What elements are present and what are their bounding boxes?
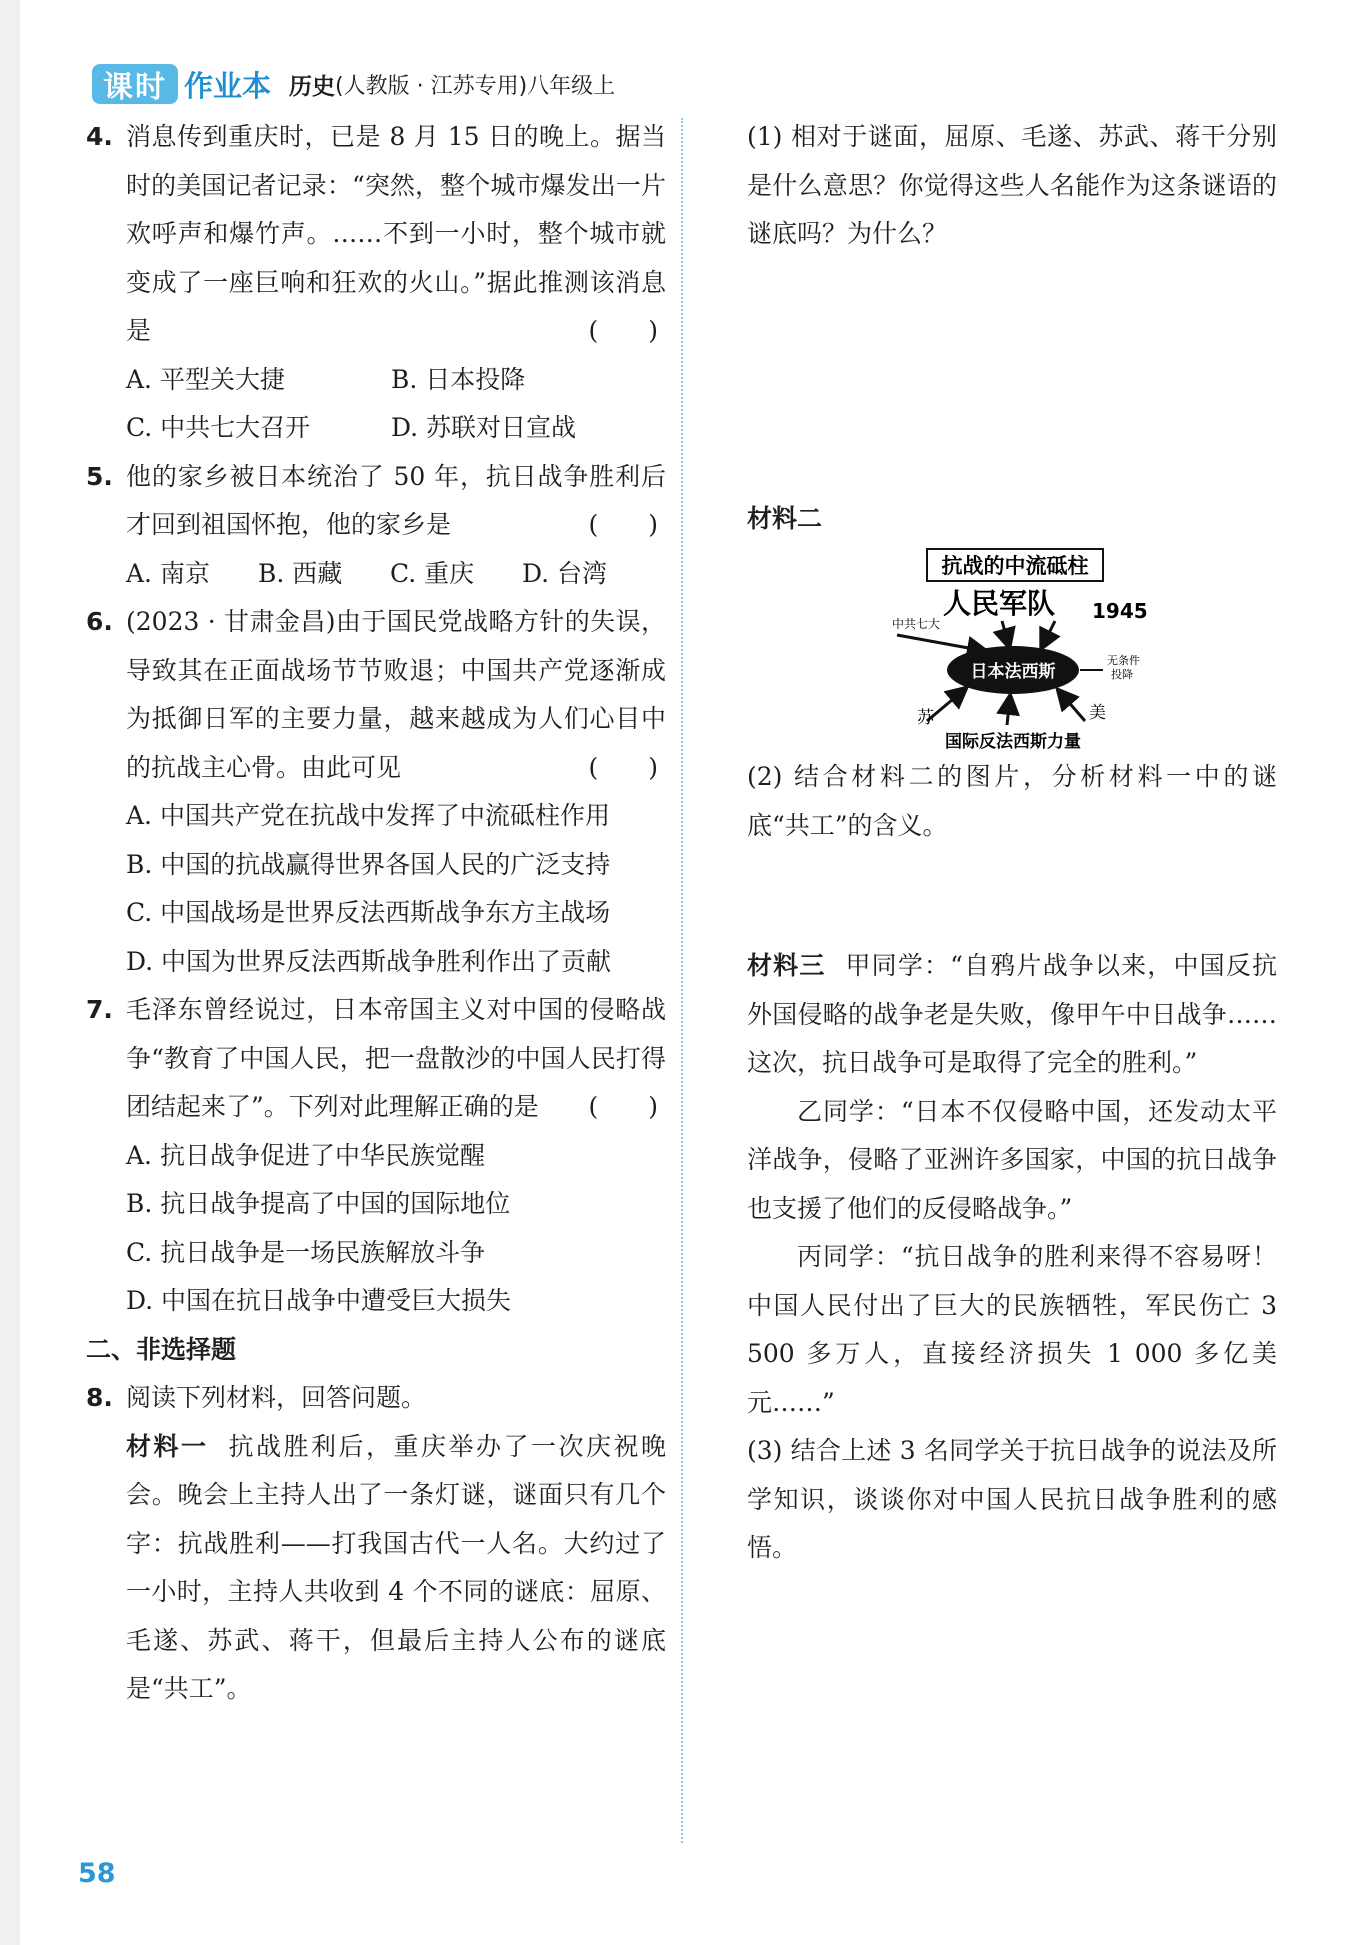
answer-paren: ( ): [588, 1092, 658, 1121]
question-7: [86, 986, 666, 1132]
arrow-1945: [1042, 621, 1055, 647]
option-a[interactable]: A. 平型关大捷: [126, 364, 285, 394]
section-heading: 二、非选择题: [86, 1334, 237, 1364]
question-number: 8.: [86, 1383, 113, 1412]
header-edition: (人教版 · 江苏专用)八年级上: [335, 73, 616, 99]
question-stem: (2023 · 甘肃金昌)由于国民党战略方针的失误，导致其在正面战场节节败退；中国共产党逐渐成为抵御日军的主要力量，越来越成为人们心目中的抗战主心骨。由此可见: [126, 607, 666, 782]
question-stem: 阅读下列材料，回答问题。: [126, 1383, 427, 1412]
arrow-people-army: [1002, 621, 1009, 646]
question-number: 4.: [86, 122, 113, 151]
answer-paren: ( ): [588, 752, 658, 782]
arrow-mei: [1059, 691, 1085, 721]
question-6: [86, 598, 666, 792]
option-c[interactable]: C. 重庆: [390, 558, 475, 588]
material-1: [86, 1423, 666, 1714]
mainstay-diagram: [747, 543, 1277, 753]
answer-space[interactable]: [747, 259, 1277, 495]
option-c[interactable]: C. 中国战场是世界反法西斯战争东方主战场: [126, 898, 611, 927]
material-3-bing: 丙同学：“抗日战争的胜利来得不容易呀！中国人民付出了巨大的民族牺牲，军民伤亡 3 500 多万人，直接经济损失 1 000 多亿美元……”: [747, 1242, 1277, 1417]
material-3-yi: 乙同学：“日本不仅侵略中国，还发动太平洋战争，侵略了亚洲许多国家，中国的抗日战争也支援了他们的反侵略战争。”: [747, 1096, 1277, 1223]
page-number: 58: [78, 1858, 116, 1889]
figure-title: 抗战的中流砥柱: [941, 554, 1089, 578]
option-d[interactable]: D. 中国在抗日战争中遭受巨大损失: [126, 1286, 512, 1315]
material-label: 材料三: [747, 951, 826, 980]
options-row: [86, 550, 666, 599]
brand-logo-box: 课时: [92, 64, 178, 104]
option-d[interactable]: D. 苏联对日宣战: [391, 413, 577, 442]
material-text: 抗战胜利后，重庆举办了一次庆祝晚会。晚会上主持人出了一条灯谜，谜面只有几个字：抗战胜利——打我国古代一人名。大约过了一小时，主持人共收到 4 个不同的谜底：屈原、毛遂、苏武、蒋干，但最后主持人公布的谜底是“共工”。: [126, 1431, 666, 1703]
japan-fascism-label: 日本法西斯: [970, 662, 1056, 682]
answer-space[interactable]: [747, 850, 1277, 942]
surrender-label-1: 无条件: [1107, 654, 1140, 667]
option-a[interactable]: A. 南京: [126, 558, 210, 588]
sub-question-2: (2) 结合材料二的图片，分析材料一中的谜底“共工”的含义。: [747, 762, 1277, 840]
left-column: [86, 113, 666, 1714]
options-row: [86, 404, 666, 453]
year-label: 1945: [1092, 599, 1148, 623]
arrow-ccp: [897, 635, 985, 651]
option-a[interactable]: A. 中国共产党在抗战中发挥了中流砥柱作用: [126, 801, 610, 830]
material-3-jia: [747, 942, 1277, 1088]
column-divider: [681, 118, 683, 1843]
surrender-label-2: 投降: [1111, 668, 1133, 681]
question-number: 5.: [86, 461, 113, 491]
page-edge-strip: [0, 0, 20, 1945]
question-8: [86, 1374, 666, 1423]
sub-question-3: (3) 结合上述 3 名同学关于抗日战争的说法及所学知识，谈谈你对中国人民抗日战争胜利的感悟。: [747, 1436, 1277, 1562]
question-stem: 毛泽东曾经说过，日本帝国主义对中国的侵略战争“教育了中国人民，把一盘散沙的中国人民打得团结起来了”。下列对此理解正确的是: [126, 995, 666, 1121]
intl-forces-label: 国际反法西斯力量: [945, 732, 1081, 752]
arrow-bottom: [1007, 697, 1010, 725]
ccp-congress-label: 中共七大: [892, 617, 941, 631]
question-4: [86, 113, 666, 356]
option-b[interactable]: B. 日本投降: [391, 364, 526, 394]
option-b[interactable]: B. 中国的抗战赢得世界各国人民的广泛支持: [126, 849, 611, 879]
option-b[interactable]: B. 抗日战争提高了中国的国际地位: [126, 1189, 511, 1218]
question-5: [86, 453, 666, 550]
answer-paren: ( ): [588, 510, 658, 539]
page-header: [92, 62, 615, 106]
answer-paren: ( ): [588, 316, 658, 345]
material-label: 材料二: [747, 503, 823, 533]
question-stem: 消息传到重庆时，已是 8 月 15 日的晚上。据当时的美国记者记录：“突然，整个城市爆发出一片欢呼声和爆竹声。……不到一小时，整个城市就变成了一座巨响和狂欢的火山。”据此推测该消息是: [126, 122, 666, 345]
option-a[interactable]: A. 抗日战争促进了中华民族觉醒: [126, 1140, 485, 1170]
figure-mainstay: [747, 543, 1277, 753]
right-column: [747, 113, 1277, 1573]
option-c[interactable]: C. 抗日战争是一场民族解放斗争: [126, 1237, 486, 1267]
question-stem: 他的家乡被日本统治了 50 年，抗日战争胜利后才回到祖国怀抱，他的家乡是: [126, 461, 666, 539]
brand-title: 作业本: [184, 68, 272, 103]
options-row: [86, 356, 666, 405]
sub-question-1: (1) 相对于谜面，屈原、毛遂、苏武、蒋干分别是什么意思？你觉得这些人名能作为这条谜语的谜底吗？为什么？: [747, 122, 1277, 248]
mei-label: 美: [1089, 703, 1106, 723]
question-number: 7.: [86, 995, 113, 1024]
header-subject: 历史: [289, 73, 336, 100]
material-label: 材料一: [126, 1431, 209, 1461]
people-army-label: 人民军队: [942, 587, 1056, 620]
option-d[interactable]: D. 台湾: [522, 558, 608, 588]
question-number: 6.: [86, 607, 113, 636]
option-c[interactable]: C. 中共七大召开: [126, 413, 311, 442]
su-label: 苏: [917, 708, 934, 728]
option-d[interactable]: D. 中国为世界反法西斯战争胜利作出了贡献: [126, 946, 612, 976]
material-text: 甲同学：“自鸦片战争以来，中国反抗外国侵略的战争老是失败，像甲午中日战争……这次，抗日战争可是取得了完全的胜利。”: [747, 951, 1277, 1077]
option-b[interactable]: B. 西藏: [258, 558, 343, 588]
